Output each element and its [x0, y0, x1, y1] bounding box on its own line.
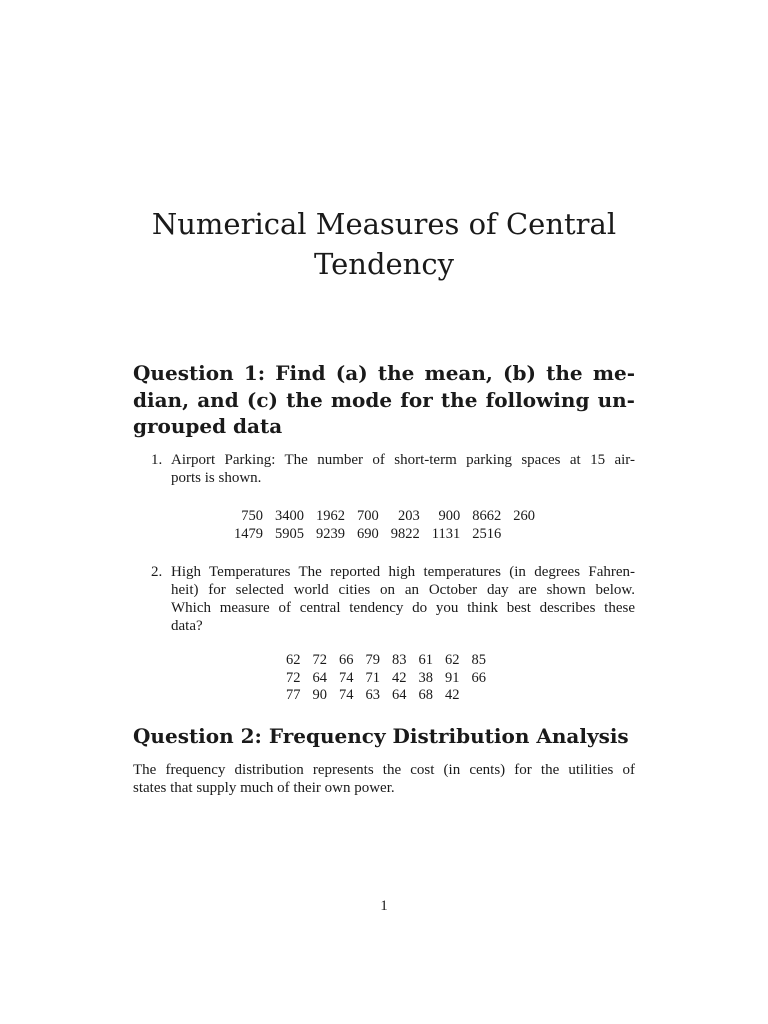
- table-cell: 260: [513, 508, 535, 524]
- table-cell: 2516: [472, 525, 502, 542]
- table-cell: 64: [312, 669, 327, 686]
- title-line-1: Numerical Measures of Central: [151, 207, 617, 241]
- table-cell: 63: [365, 687, 380, 703]
- table-cell: 79: [365, 652, 380, 668]
- table-cell: 1962: [316, 508, 345, 524]
- table-cell: 8662: [472, 508, 502, 524]
- airport-parking-data-table: [228, 508, 541, 543]
- list-item-text: [171, 451, 635, 487]
- data-table-body: [280, 652, 492, 705]
- table-cell: 68: [418, 687, 433, 703]
- table-cell: 61: [418, 652, 433, 668]
- list-item-text-line: data?: [171, 618, 203, 634]
- list-item-airport-parking: [151, 451, 635, 487]
- list-item-text-line: Airport Parking: The number of short-term parking spaces at 15 air-: [171, 452, 635, 468]
- table-cell: 9822: [390, 525, 420, 542]
- table-cell: 71: [365, 669, 380, 686]
- question-1-heading-line-3: grouped data: [133, 414, 283, 438]
- list-item-number: 1.: [151, 452, 163, 468]
- page-title: [120, 204, 648, 284]
- table-cell: 85: [471, 652, 486, 668]
- list-item-text-line: High Temperatures The reported high temperatures (in degrees Fahren-: [171, 564, 635, 580]
- table-cell: 1131: [431, 525, 461, 542]
- table-cell: 83: [392, 652, 407, 668]
- paragraph-line: states that supply much of their own power.: [133, 780, 395, 796]
- table-cell: 900: [438, 508, 461, 524]
- table-cell: 74: [339, 687, 354, 703]
- table-row: [228, 526, 541, 544]
- table-cell: 5905: [275, 525, 304, 542]
- question-1-heading: [133, 360, 635, 440]
- page-number: 1: [380, 898, 388, 914]
- table-cell: 700: [357, 508, 379, 524]
- list-item-number: 2.: [151, 564, 163, 580]
- table-cell: 42: [445, 687, 460, 703]
- table-cell: [507, 526, 541, 544]
- question-1-heading-line-2: dian, and (c) the mode for the following un-: [133, 387, 635, 412]
- table-cell: 9239: [316, 525, 345, 542]
- list-item-text-line: Which measure of central tendency do you think best describes these: [171, 600, 635, 616]
- question-1-heading-line-1: Question 1: Find (a) the mean, (b) the me-: [133, 361, 635, 385]
- list-item-high-temperatures: [151, 563, 635, 635]
- table-cell: 66: [471, 669, 486, 686]
- table-cell: 72: [286, 669, 301, 686]
- table-cell: 62: [445, 652, 460, 668]
- data-table-body: [228, 508, 541, 543]
- question-2-paragraph: [133, 761, 635, 797]
- table-row: [280, 652, 492, 670]
- table-cell: 64: [392, 687, 407, 703]
- table-cell: 42: [392, 669, 407, 686]
- high-temperatures-data-table: [280, 652, 492, 705]
- table-cell: 66: [339, 652, 354, 668]
- table-cell: 72: [312, 652, 327, 668]
- table-cell: 90: [312, 687, 327, 703]
- list-item-text: [171, 563, 635, 635]
- table-cell: 38: [418, 669, 433, 686]
- table-row: [280, 670, 492, 688]
- table-cell: 3400: [275, 508, 304, 524]
- question-2-heading: Question 2: Frequency Distribution Analysis: [133, 724, 629, 748]
- table-cell: 690: [357, 525, 379, 542]
- table-cell: 203: [398, 508, 420, 524]
- list-item-text-line: ports is shown.: [171, 470, 262, 486]
- title-line-2: Tendency: [314, 247, 454, 281]
- table-cell: 62: [286, 652, 301, 668]
- table-cell: 77: [286, 687, 301, 703]
- list-item-text-line: heit) for selected world cities on an October day are shown below.: [171, 582, 635, 598]
- table-cell: [466, 687, 493, 705]
- table-cell: 91: [445, 669, 460, 686]
- table-cell: 750: [241, 508, 263, 524]
- table-row: [228, 508, 541, 526]
- table-row: [280, 687, 492, 705]
- table-cell: 1479: [234, 525, 263, 542]
- paragraph-line: The frequency distribution represents the cost (in cents) for the utilities of: [133, 762, 635, 778]
- table-cell: 74: [339, 669, 354, 686]
